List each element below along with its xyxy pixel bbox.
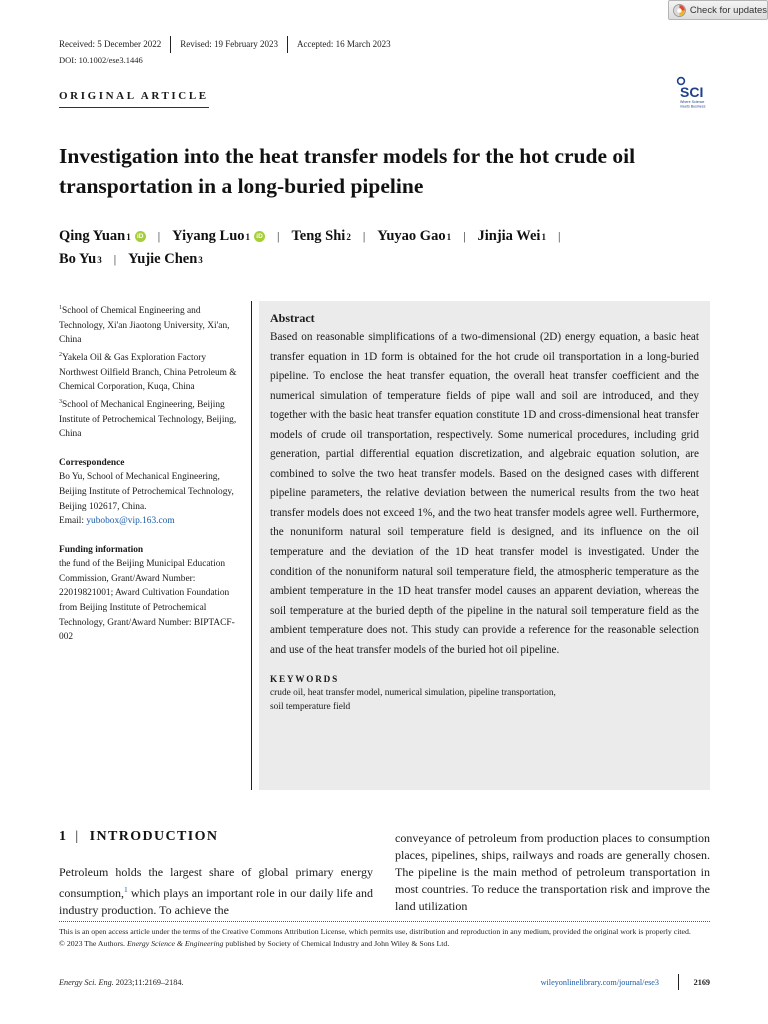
journal-url-link[interactable]: wileyonlinelibrary.com/journal/ese3 bbox=[540, 978, 659, 987]
section-number: 1 bbox=[59, 829, 68, 844]
orcid-icon[interactable]: iD bbox=[135, 231, 146, 242]
footnote-rule bbox=[59, 921, 710, 922]
footer-citation bbox=[59, 978, 183, 987]
author-name: Yujie Chen bbox=[128, 251, 198, 267]
received-date: Received: 5 December 2022 bbox=[59, 39, 162, 49]
affiliation bbox=[59, 395, 239, 442]
page-number: 2169 bbox=[693, 978, 710, 987]
keywords-line: crude oil, heat transfer model, numerical simulation, pipeline transportation, bbox=[270, 688, 556, 699]
affiliation-number: 3 bbox=[59, 398, 62, 405]
affiliation-number: 2 bbox=[59, 351, 62, 358]
journal-abbrev: Energy Sci. Eng. bbox=[59, 978, 114, 987]
footer-separator bbox=[678, 974, 679, 990]
revised-date: Revised: 19 February 2023 bbox=[180, 39, 278, 49]
author-name: Qing Yuan bbox=[59, 228, 126, 244]
article-type: ORIGINAL ARTICLE bbox=[59, 90, 209, 102]
author-separator: | bbox=[362, 229, 366, 243]
funding-text: the fund of the Beijing Municipal Education Commission, Grant/Award Number: 22019821001; Award Cultivation Foundation from Beijing Institute of Petrochemical Technology, Grant/Award Number: BIPTACF-002 bbox=[59, 559, 235, 643]
journal-name: Energy Science & Engineering bbox=[126, 939, 224, 949]
author[interactable] bbox=[477, 228, 545, 245]
author-separator: | bbox=[463, 229, 466, 243]
accepted-date: Accepted: 16 March 2023 bbox=[296, 39, 391, 49]
keywords-line: soil temperature field bbox=[270, 702, 351, 713]
license-notice bbox=[59, 926, 710, 951]
author-separator: | bbox=[557, 229, 561, 243]
doi: DOI: 10.1002/ese3.1446 bbox=[59, 55, 143, 65]
author[interactable] bbox=[291, 228, 350, 245]
author-separator: | bbox=[277, 229, 280, 243]
author[interactable] bbox=[59, 251, 102, 268]
author[interactable] bbox=[377, 228, 451, 245]
author-affiliation: 3 bbox=[198, 255, 203, 265]
sci-logo-text: SCI bbox=[680, 84, 704, 100]
article-dates bbox=[59, 35, 400, 53]
article-info-column bbox=[59, 301, 239, 645]
affiliation bbox=[59, 301, 239, 348]
author-separator: | bbox=[157, 229, 161, 243]
intro-paragraph-right: conveyance of petroleum from production places to consumption places, pipelines, ships, railways and roads are generally chosen. The pipeline is the main method of petroleum transportation in most countries. To reduce the transportation risk and improve the land utilization bbox=[395, 831, 710, 913]
copyright-line bbox=[59, 938, 710, 950]
check-updates-label: Check for updates bbox=[689, 4, 767, 16]
author-separator: | bbox=[113, 252, 117, 266]
check-for-updates-button[interactable] bbox=[668, 0, 768, 20]
keywords-text bbox=[270, 686, 699, 714]
author-affiliation: 3 bbox=[97, 255, 102, 265]
author-list-row-1 bbox=[59, 228, 739, 245]
email-label: Email: bbox=[59, 516, 84, 527]
email-link[interactable]: yubobox@vip.163.com bbox=[86, 516, 175, 527]
author-affiliation: 1 bbox=[541, 232, 546, 242]
author-affiliation: 1 bbox=[245, 232, 251, 242]
section-title: INTRODUCTION bbox=[89, 829, 219, 844]
affiliation bbox=[59, 348, 239, 395]
funding-heading: Funding information bbox=[59, 544, 144, 555]
author-name: Yiyang Luo bbox=[172, 228, 245, 244]
author-affiliation: 1 bbox=[126, 232, 131, 242]
author[interactable] bbox=[59, 228, 131, 245]
section-separator: | bbox=[75, 829, 80, 844]
abstract-box bbox=[259, 301, 710, 790]
article-type-rule bbox=[59, 107, 209, 108]
affiliation-number: 1 bbox=[59, 305, 62, 311]
keywords-heading: KEYWORDS bbox=[270, 674, 340, 685]
affiliation-text: Yakela Oil & Gas Exploration Factory Northwest Oilfield Branch, China Petroleum & Chemical Corporation, Kuqa, China bbox=[59, 353, 237, 393]
author-affiliation: 1 bbox=[446, 232, 452, 242]
correspondence-email-line bbox=[59, 514, 239, 529]
author[interactable] bbox=[172, 228, 250, 245]
article-title: Investigation into the heat transfer models for the hot crude oil transportation in a long-buried pipeline bbox=[59, 144, 636, 198]
affiliation-text: School of Mechanical Engineering, Beijing Institute of Petrochemical Technology, Beijing, China bbox=[59, 399, 237, 440]
spacer bbox=[59, 442, 239, 456]
volume-pages: 2023;11:2169–2184. bbox=[113, 978, 184, 987]
spacer bbox=[59, 529, 239, 543]
copyright-text: © 2023 The Authors. bbox=[59, 939, 127, 949]
author-name: Jinjia Wei bbox=[477, 228, 541, 244]
citation-link[interactable]: 1 bbox=[124, 885, 128, 894]
body-text: Petroleum holds the largest share of global primary energy consumption, bbox=[59, 865, 373, 900]
correspondence-text: Bo Yu, School of Mechanical Engineering, Beijing Institute of Petrochemical Technology, Beijing 102617, China. bbox=[59, 472, 234, 512]
check-updates-icon bbox=[673, 4, 686, 17]
sci-logo-tagline-1: Where Science bbox=[680, 100, 705, 104]
author-name: Bo Yu bbox=[59, 251, 97, 267]
author[interactable] bbox=[128, 251, 203, 268]
abstract-heading: Abstract bbox=[270, 311, 315, 325]
author-list-row-2 bbox=[59, 251, 739, 268]
author-name: Teng Shi bbox=[291, 228, 346, 244]
section-heading-introduction bbox=[59, 829, 218, 845]
abstract-text: Based on reasonable simplifications of a two-dimensional (2D) energy equation, a basic heat transfer equation in 1D form is obtained for the hot crude oil transportation in a long-buried pipeline. To enclose the heat transfer equation, the overall heat transfer coefficient and the numerical simulation of temperature fields of pipe wall and soil are introduced, and they together with the basic heat transfer equation constitute 1D and cross-dimensional heat transfer models of crude oil transportation, respectively. Some numerical procedures, including grid generation, partial differential equation discretization, and algebraic equation solution, are combined to solve the two heat transfer models. Based on the designed cases with different pipeline parameters, the relative deviation between the numerical results from the two heat transfer models does not exceed 1%, and the two heat transfer models agree well. Furthermore, the nonuniform natural soil temperature field is designed, and its influence on the oil temperature and the deviation of the 1D heat transfer model is investigated. Under the condition of the nonuniform natural soil temperature field, the atmospheric temperature as the ambient temperature in the 1D heat transfer model causes an apparent deviation, whereas the soil temperature at the buried depth of the pipeline in the natural soil temperature field as the ambient temperature does not. This study can provide a reference for the reasonable selection and use of the heat transfer models of the buried hot oil pipeline. bbox=[270, 331, 699, 656]
publisher-text: published by Society of Chemical Industry and John Wiley & Sons Ltd. bbox=[223, 939, 450, 949]
body-text: which plays an important role in our daily life and industry production. To achieve the bbox=[59, 886, 373, 917]
author-name: Yuyao Gao bbox=[377, 228, 446, 244]
affiliation-text: School of Chemical Engineering and Technology, Xi'an Jiaotong University, Xi'an, China bbox=[59, 306, 230, 346]
sci-logo-tagline-2: meets Business bbox=[680, 104, 706, 109]
intro-paragraph-left bbox=[59, 864, 373, 919]
correspondence-heading: Correspondence bbox=[59, 457, 125, 468]
orcid-icon[interactable]: iD bbox=[254, 231, 265, 242]
author-affiliation: 2 bbox=[346, 232, 351, 242]
abstract-rule bbox=[251, 301, 252, 790]
sci-logo bbox=[676, 76, 712, 110]
license-text: This is an open access article under the terms of the Creative Commons Attribution License, which permits use, distribution and reproduction in any medium, provided the original work is properly cited. bbox=[59, 927, 691, 936]
